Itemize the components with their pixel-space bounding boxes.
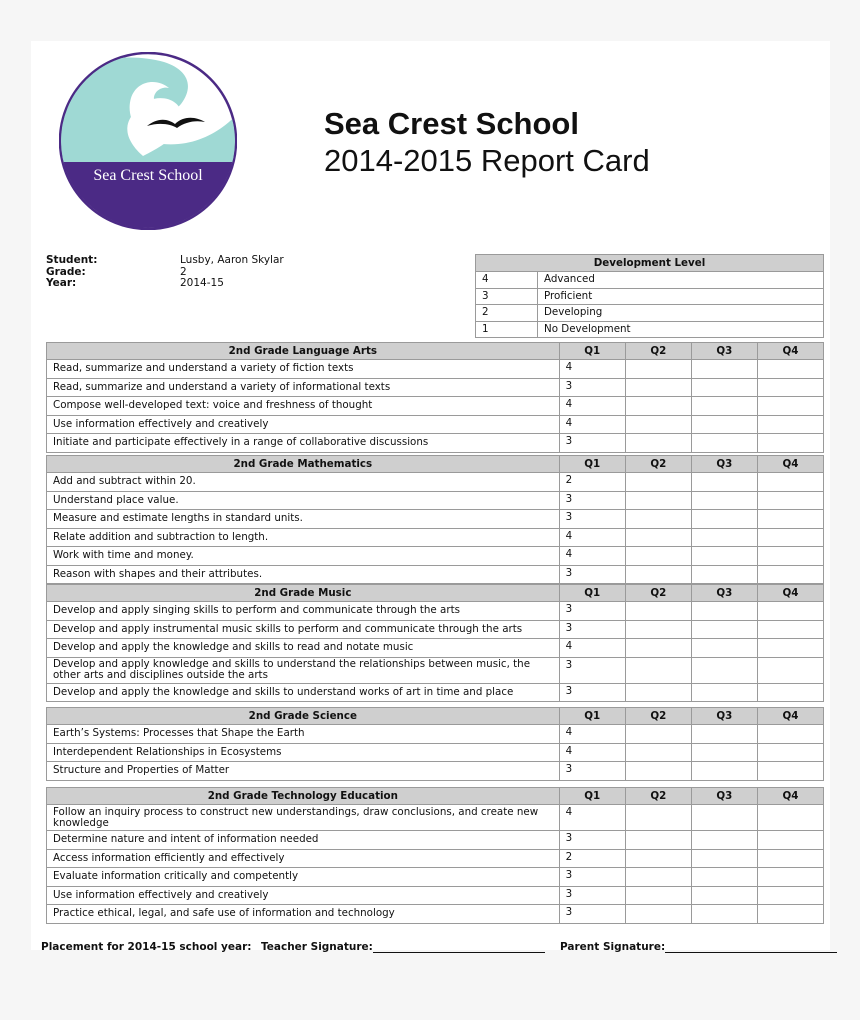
empty-score: [625, 683, 691, 702]
info-label: Student:: [46, 254, 98, 266]
standard-row: [47, 415, 824, 434]
standard-text: Earth’s Systems: Processes that Shape the Earth: [47, 725, 560, 744]
empty-score: [625, 378, 691, 397]
quarter-header: Q1: [559, 585, 625, 602]
parent-signature-label: Parent Signature:: [560, 941, 666, 953]
standard-row: [47, 620, 824, 639]
standard-row: [47, 743, 824, 762]
info-value: 2014-15: [180, 277, 224, 289]
quarter-header: Q2: [625, 343, 691, 360]
q1-score: 3: [559, 565, 625, 584]
q1-score: 4: [559, 725, 625, 744]
standard-row: [47, 849, 824, 868]
standard-text: Structure and Properties of Matter: [47, 762, 560, 781]
q1-score: 3: [559, 762, 625, 781]
quarter-header: Q3: [691, 456, 757, 473]
empty-score: [625, 528, 691, 547]
empty-score: [691, 657, 757, 683]
subject-table: [46, 707, 824, 781]
quarter-header: Q1: [559, 343, 625, 360]
quarter-header: Q2: [625, 456, 691, 473]
school-logo: [59, 52, 237, 230]
q1-score: 4: [559, 743, 625, 762]
q1-score: 3: [559, 510, 625, 529]
subject-title: 2nd Grade Language Arts: [47, 343, 560, 360]
standard-text: Work with time and money.: [47, 547, 560, 566]
subject-title: 2nd Grade Mathematics: [47, 456, 560, 473]
empty-score: [757, 491, 823, 510]
info-value: Lusby, Aaron Skylar: [180, 254, 284, 266]
standard-row: [47, 905, 824, 924]
standard-row: [47, 805, 824, 831]
empty-score: [691, 743, 757, 762]
standard-text: Use information effectively and creatively: [47, 886, 560, 905]
q1-score: 3: [559, 683, 625, 702]
quarter-header: Q3: [691, 708, 757, 725]
empty-score: [625, 849, 691, 868]
placement-label: Placement for 2014-15 school year:: [41, 941, 252, 953]
empty-score: [625, 473, 691, 492]
empty-score: [757, 831, 823, 850]
quarter-header: Q4: [757, 456, 823, 473]
empty-score: [691, 415, 757, 434]
standard-row: [47, 657, 824, 683]
q1-score: 4: [559, 639, 625, 658]
empty-score: [625, 831, 691, 850]
quarter-header: Q4: [757, 343, 823, 360]
standard-row: [47, 491, 824, 510]
empty-score: [691, 905, 757, 924]
empty-score: [757, 415, 823, 434]
quarter-header: Q4: [757, 788, 823, 805]
empty-score: [625, 602, 691, 621]
standard-text: Read, summarize and understand a variety of informational texts: [47, 378, 560, 397]
empty-score: [625, 743, 691, 762]
empty-score: [757, 378, 823, 397]
empty-score: [625, 565, 691, 584]
q1-score: 4: [559, 397, 625, 416]
empty-score: [625, 868, 691, 887]
empty-score: [757, 805, 823, 831]
standard-text: Develop and apply knowledge and skills to understand the relationships between music, the other arts and disciplines outside the arts: [47, 657, 560, 683]
empty-score: [691, 805, 757, 831]
empty-score: [625, 657, 691, 683]
empty-score: [691, 491, 757, 510]
q1-score: 3: [559, 491, 625, 510]
info-label: Year:: [46, 277, 77, 289]
empty-score: [757, 657, 823, 683]
subject-header-row: [47, 343, 824, 360]
logo-text: Sea Crest School: [93, 167, 203, 184]
q1-score: 4: [559, 528, 625, 547]
teacher-signature-label: Teacher Signature:: [261, 941, 373, 953]
empty-score: [757, 602, 823, 621]
subject-header-row: [47, 788, 824, 805]
standard-row: [47, 510, 824, 529]
subject-title: 2nd Grade Technology Education: [47, 788, 560, 805]
quarter-header: Q2: [625, 788, 691, 805]
q1-score: 3: [559, 868, 625, 887]
level-code: 3: [476, 288, 538, 305]
standard-text: Follow an inquiry process to construct new understandings, draw conclusions, and create new knowledge: [47, 805, 560, 831]
q1-score: 3: [559, 886, 625, 905]
empty-score: [625, 725, 691, 744]
quarter-header: Q2: [625, 708, 691, 725]
empty-score: [691, 397, 757, 416]
empty-score: [691, 473, 757, 492]
empty-score: [757, 434, 823, 453]
empty-score: [757, 547, 823, 566]
standard-text: Add and subtract within 20.: [47, 473, 560, 492]
standard-text: Evaluate information critically and competently: [47, 868, 560, 887]
info-label: Grade:: [46, 265, 86, 278]
development-level-row: [476, 321, 824, 338]
standard-row: [47, 528, 824, 547]
teacher-signature: [261, 941, 545, 953]
parent-signature-line: [665, 943, 837, 953]
empty-score: [757, 620, 823, 639]
subject-header-row: [47, 708, 824, 725]
standard-row: [47, 565, 824, 584]
empty-score: [691, 602, 757, 621]
empty-score: [625, 360, 691, 379]
empty-score: [625, 397, 691, 416]
standard-text: Determine nature and intent of information needed: [47, 831, 560, 850]
empty-score: [691, 565, 757, 584]
empty-score: [757, 510, 823, 529]
standard-row: [47, 473, 824, 492]
empty-score: [757, 565, 823, 584]
empty-score: [691, 886, 757, 905]
q1-score: 3: [559, 602, 625, 621]
empty-score: [625, 805, 691, 831]
q1-score: 3: [559, 620, 625, 639]
empty-score: [757, 849, 823, 868]
q1-score: 4: [559, 805, 625, 831]
parent-signature: [560, 941, 837, 953]
standard-text: Measure and estimate lengths in standard units.: [47, 510, 560, 529]
subject-table: [46, 342, 824, 453]
standard-text: Relate addition and subtraction to length.: [47, 528, 560, 547]
standard-row: [47, 831, 824, 850]
q1-score: 4: [559, 547, 625, 566]
q1-score: 3: [559, 434, 625, 453]
quarter-header: Q2: [625, 585, 691, 602]
empty-score: [757, 397, 823, 416]
standard-row: [47, 378, 824, 397]
q1-score: 2: [559, 849, 625, 868]
empty-score: [691, 868, 757, 887]
q1-score: 3: [559, 657, 625, 683]
empty-score: [691, 434, 757, 453]
standard-row: [47, 547, 824, 566]
standard-row: [47, 434, 824, 453]
q1-score: 3: [559, 831, 625, 850]
empty-score: [691, 510, 757, 529]
standard-row: [47, 868, 824, 887]
empty-score: [757, 683, 823, 702]
empty-score: [691, 547, 757, 566]
empty-score: [757, 886, 823, 905]
quarter-header: Q1: [559, 708, 625, 725]
empty-score: [757, 743, 823, 762]
standard-text: Interdependent Relationships in Ecosystems: [47, 743, 560, 762]
empty-score: [691, 620, 757, 639]
empty-score: [691, 528, 757, 547]
empty-score: [625, 491, 691, 510]
level-code: 4: [476, 272, 538, 289]
standard-row: [47, 683, 824, 702]
quarter-header: Q4: [757, 708, 823, 725]
standard-row: [47, 397, 824, 416]
empty-score: [691, 849, 757, 868]
subject-table: [46, 455, 824, 584]
empty-score: [625, 547, 691, 566]
level-label: Proficient: [538, 288, 824, 305]
standard-text: Develop and apply the knowledge and skills to read and notate music: [47, 639, 560, 658]
level-code: 2: [476, 305, 538, 322]
info-value: 2: [180, 265, 187, 278]
empty-score: [625, 434, 691, 453]
empty-score: [691, 831, 757, 850]
empty-score: [691, 378, 757, 397]
empty-score: [757, 762, 823, 781]
subject-header-row: [47, 585, 824, 602]
q1-score: 4: [559, 360, 625, 379]
standard-text: Read, summarize and understand a variety of fiction texts: [47, 360, 560, 379]
standard-text: Reason with shapes and their attributes.: [47, 565, 560, 584]
empty-score: [757, 868, 823, 887]
standard-text: Compose well-developed text: voice and freshness of thought: [47, 397, 560, 416]
standard-row: [47, 886, 824, 905]
empty-score: [757, 360, 823, 379]
standard-text: Understand place value.: [47, 491, 560, 510]
empty-score: [757, 639, 823, 658]
subject-title: 2nd Grade Science: [47, 708, 560, 725]
standard-row: [47, 762, 824, 781]
quarter-header: Q3: [691, 788, 757, 805]
quarter-header: Q4: [757, 585, 823, 602]
empty-score: [625, 905, 691, 924]
subject-table: [46, 787, 824, 924]
empty-score: [625, 620, 691, 639]
report-title: 2014-2015 Report Card: [324, 143, 650, 178]
level-label: Advanced: [538, 272, 824, 289]
standard-text: Use information effectively and creatively: [47, 415, 560, 434]
development-level-row: [476, 288, 824, 305]
subject-table: [46, 584, 824, 702]
standard-text: Develop and apply instrumental music skills to perform and communicate through the arts: [47, 620, 560, 639]
development-level-row: [476, 272, 824, 289]
empty-score: [691, 762, 757, 781]
empty-score: [757, 905, 823, 924]
empty-score: [625, 639, 691, 658]
subject-header-row: [47, 456, 824, 473]
q1-score: 4: [559, 415, 625, 434]
empty-score: [625, 762, 691, 781]
empty-score: [757, 473, 823, 492]
standard-text: Initiate and participate effectively in a range of collaborative discussions: [47, 434, 560, 453]
school-name: Sea Crest School: [324, 106, 579, 141]
level-label: Developing: [538, 305, 824, 322]
quarter-header: Q1: [559, 788, 625, 805]
quarter-header: Q3: [691, 585, 757, 602]
q1-score: 2: [559, 473, 625, 492]
quarter-header: Q1: [559, 456, 625, 473]
subject-title: 2nd Grade Music: [47, 585, 560, 602]
standard-row: [47, 602, 824, 621]
empty-score: [691, 639, 757, 658]
empty-score: [625, 886, 691, 905]
empty-score: [757, 725, 823, 744]
quarter-header: Q3: [691, 343, 757, 360]
empty-score: [625, 415, 691, 434]
standard-text: Develop and apply the knowledge and skills to understand works of art in time and place: [47, 683, 560, 702]
standard-row: [47, 360, 824, 379]
q1-score: 3: [559, 905, 625, 924]
empty-score: [757, 528, 823, 547]
teacher-signature-line: [373, 943, 545, 953]
empty-score: [691, 360, 757, 379]
standard-text: Access information efficiently and effectively: [47, 849, 560, 868]
standard-text: Practice ethical, legal, and safe use of information and technology: [47, 905, 560, 924]
empty-score: [691, 683, 757, 702]
q1-score: 3: [559, 378, 625, 397]
development-level-table: [475, 254, 824, 338]
empty-score: [691, 725, 757, 744]
standard-text: Develop and apply singing skills to perform and communicate through the arts: [47, 602, 560, 621]
empty-score: [625, 510, 691, 529]
level-code: 1: [476, 321, 538, 338]
level-label: No Development: [538, 321, 824, 338]
development-level-title: Development Level: [476, 255, 824, 272]
development-level-row: [476, 305, 824, 322]
standard-row: [47, 639, 824, 658]
standard-row: [47, 725, 824, 744]
